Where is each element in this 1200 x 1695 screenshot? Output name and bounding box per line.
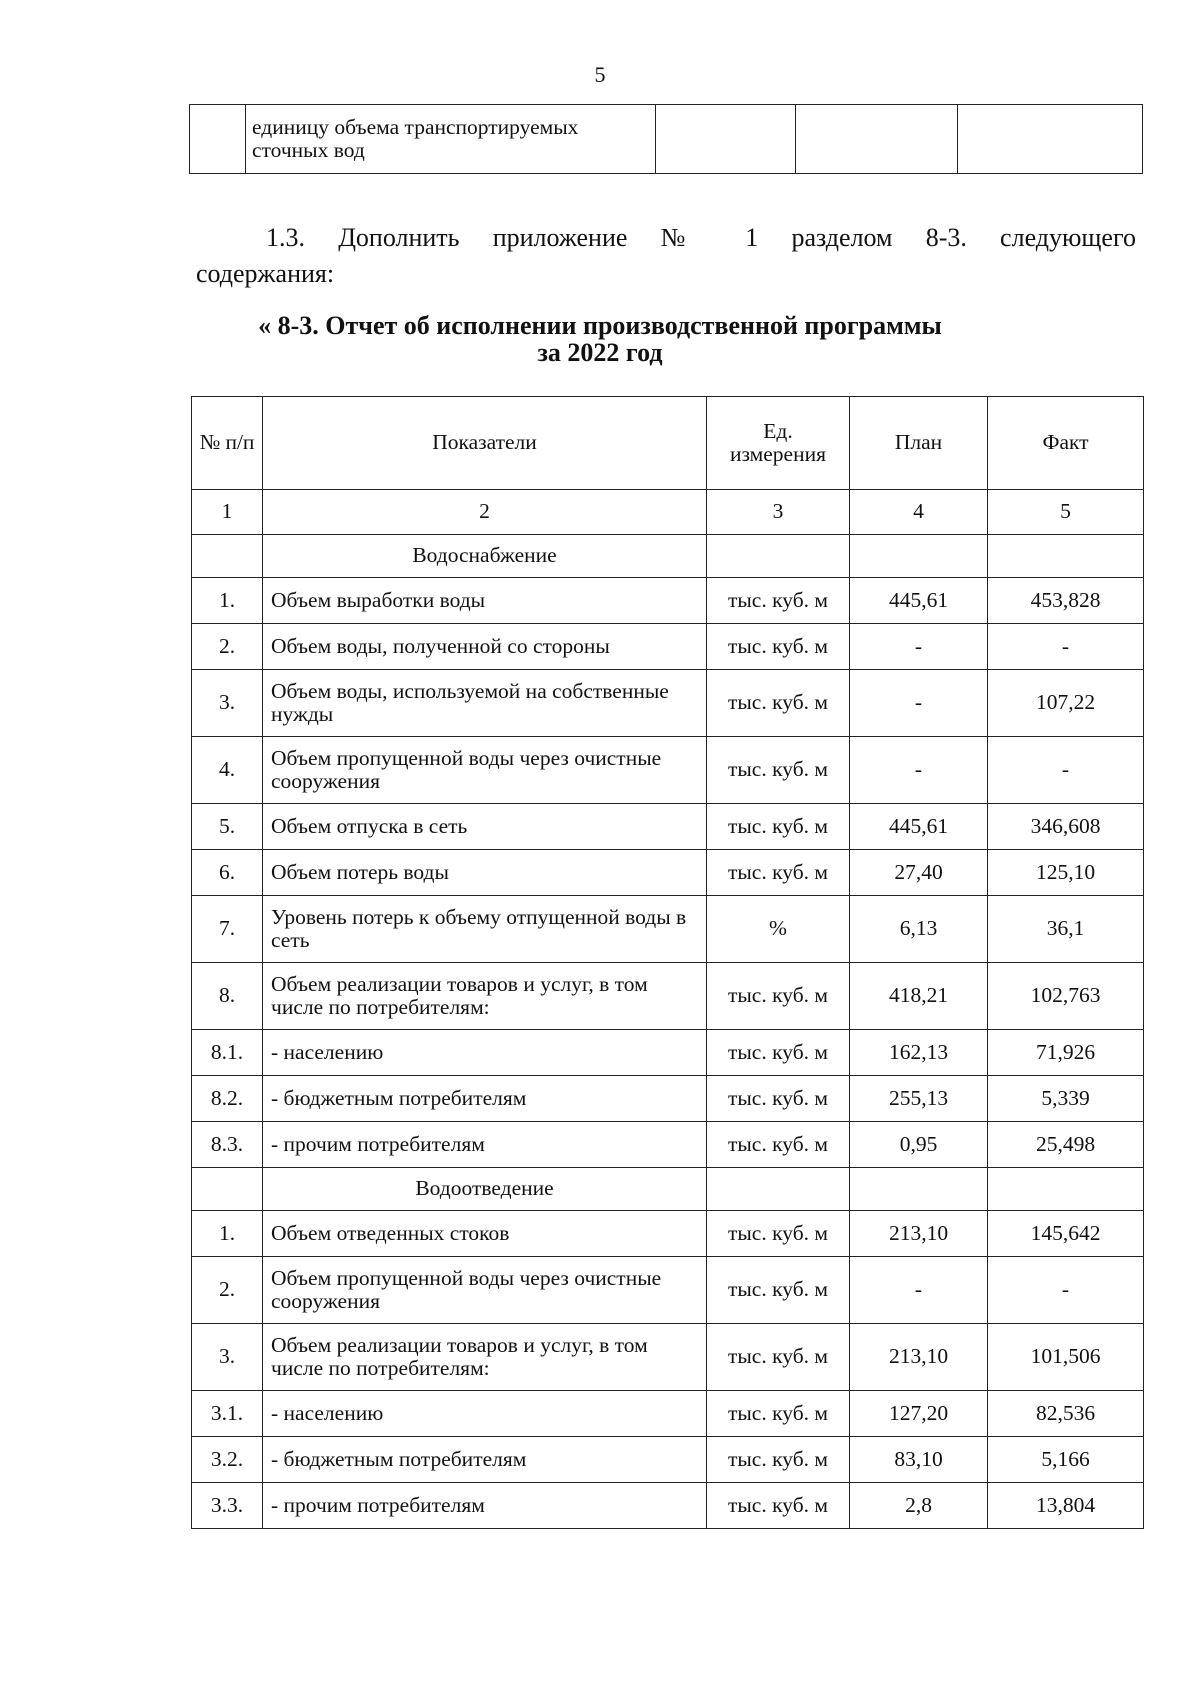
column-number-cell: 1 bbox=[192, 490, 263, 535]
row-num-cell: 1. bbox=[192, 1211, 263, 1257]
section-unit-cell bbox=[707, 535, 850, 578]
row-indicator-cell: - населению bbox=[263, 1391, 707, 1437]
row-plan-cell: 445,61 bbox=[850, 578, 988, 624]
row-num-cell: 8.2. bbox=[192, 1076, 263, 1122]
row-fact-cell: 25,498 bbox=[988, 1122, 1144, 1168]
row-fact-cell: 346,608 bbox=[988, 804, 1144, 850]
row-unit-cell: тыс. куб. м bbox=[707, 624, 850, 670]
row-indicator-cell: - прочим потребителям bbox=[263, 1122, 707, 1168]
row-plan-cell: 6,13 bbox=[850, 896, 988, 963]
row-indicator-cell: - населению bbox=[263, 1030, 707, 1076]
table-row bbox=[192, 1391, 1144, 1437]
row-plan-cell: 83,10 bbox=[850, 1437, 988, 1483]
section-header-row bbox=[192, 1168, 1144, 1211]
row-fact-cell: 145,642 bbox=[988, 1211, 1144, 1257]
table-row bbox=[192, 963, 1144, 1030]
row-indicator-cell: Объем воды, полученной со стороны bbox=[263, 624, 707, 670]
table-row bbox=[192, 850, 1144, 896]
row-plan-cell: - bbox=[850, 624, 988, 670]
row-plan-cell: 162,13 bbox=[850, 1030, 988, 1076]
row-num-cell: 5. bbox=[192, 804, 263, 850]
row-num-cell: 8. bbox=[192, 963, 263, 1030]
row-fact-cell: - bbox=[988, 624, 1144, 670]
section-num-cell bbox=[192, 535, 263, 578]
row-plan-cell: - bbox=[850, 1257, 988, 1324]
row-plan-cell: 2,8 bbox=[850, 1483, 988, 1529]
row-fact-cell: 102,763 bbox=[988, 963, 1144, 1030]
row-unit-cell: тыс. куб. м bbox=[707, 1076, 850, 1122]
row-indicator-cell: Объем пропущенной воды через очистные сооружения bbox=[263, 1257, 707, 1324]
row-indicator-cell: Объем выработки воды bbox=[263, 578, 707, 624]
row-num-cell: 6. bbox=[192, 850, 263, 896]
table-row bbox=[192, 624, 1144, 670]
row-indicator-cell: Объем воды, используемой на собственные нужды bbox=[263, 670, 707, 737]
row-num-cell: 4. bbox=[192, 737, 263, 804]
paragraph-line-1: 1.3. Дополнить приложение № 1 разделом 8-3. следующего bbox=[266, 223, 1136, 252]
section-plan-cell bbox=[850, 535, 988, 578]
cont-text-cell: единицу объема транспортируемых сточных вод bbox=[246, 105, 656, 174]
row-unit-cell: тыс. куб. м bbox=[707, 804, 850, 850]
continuation-row bbox=[190, 105, 1143, 174]
row-num-cell: 8.3. bbox=[192, 1122, 263, 1168]
column-number-row bbox=[192, 490, 1144, 535]
row-unit-cell: тыс. куб. м bbox=[707, 850, 850, 896]
row-fact-cell: 5,339 bbox=[988, 1076, 1144, 1122]
row-fact-cell: - bbox=[988, 737, 1144, 804]
row-plan-cell: 445,61 bbox=[850, 804, 988, 850]
table-row bbox=[192, 670, 1144, 737]
row-unit-cell: тыс. куб. м bbox=[707, 1391, 850, 1437]
amendment-paragraph bbox=[196, 220, 1136, 292]
row-fact-cell: 82,536 bbox=[988, 1391, 1144, 1437]
row-plan-cell: 213,10 bbox=[850, 1211, 988, 1257]
row-fact-cell: 453,828 bbox=[988, 578, 1144, 624]
table-row bbox=[192, 737, 1144, 804]
section-unit-cell bbox=[707, 1168, 850, 1211]
row-fact-cell: 36,1 bbox=[988, 896, 1144, 963]
row-fact-cell: - bbox=[988, 1257, 1144, 1324]
section-title-line-1: « 8-3. Отчет об исполнении производственной программы bbox=[258, 311, 942, 340]
row-fact-cell: 125,10 bbox=[988, 850, 1144, 896]
row-num-cell: 3.3. bbox=[192, 1483, 263, 1529]
row-plan-cell: 255,13 bbox=[850, 1076, 988, 1122]
row-indicator-cell: Объем реализации товаров и услуг, в том числе по потребителям: bbox=[263, 963, 707, 1030]
paragraph-line-2: содержания: bbox=[196, 259, 335, 288]
section-title bbox=[0, 312, 1200, 366]
row-indicator-cell: Объем отведенных стоков bbox=[263, 1211, 707, 1257]
row-num-cell: 2. bbox=[192, 1257, 263, 1324]
table-row bbox=[192, 1483, 1144, 1529]
column-number-cell: 5 bbox=[988, 490, 1144, 535]
section-title-cell: Водоотведение bbox=[263, 1168, 707, 1211]
row-num-cell: 3.2. bbox=[192, 1437, 263, 1483]
table-row bbox=[192, 1437, 1144, 1483]
table-row bbox=[192, 1324, 1144, 1391]
section-plan-cell bbox=[850, 1168, 988, 1211]
table-row bbox=[192, 1030, 1144, 1076]
row-num-cell: 2. bbox=[192, 624, 263, 670]
row-plan-cell: 213,10 bbox=[850, 1324, 988, 1391]
row-fact-cell: 107,22 bbox=[988, 670, 1144, 737]
row-unit-cell: тыс. куб. м bbox=[707, 737, 850, 804]
row-indicator-cell: Уровень потерь к объему отпущенной воды в сеть bbox=[263, 896, 707, 963]
row-indicator-cell: - бюджетным потребителям bbox=[263, 1076, 707, 1122]
row-num-cell: 3. bbox=[192, 670, 263, 737]
row-fact-cell: 101,506 bbox=[988, 1324, 1144, 1391]
header-plan: План bbox=[850, 397, 988, 490]
row-unit-cell: тыс. куб. м bbox=[707, 1437, 850, 1483]
section-title-line-2: за 2022 год bbox=[537, 338, 663, 367]
section-fact-cell bbox=[988, 1168, 1144, 1211]
header-row bbox=[192, 397, 1144, 490]
header-num: № п/п bbox=[192, 397, 263, 490]
table-row bbox=[192, 1211, 1144, 1257]
row-plan-cell: - bbox=[850, 737, 988, 804]
row-fact-cell: 5,166 bbox=[988, 1437, 1144, 1483]
row-unit-cell: тыс. куб. м bbox=[707, 963, 850, 1030]
row-unit-cell: тыс. куб. м bbox=[707, 1211, 850, 1257]
row-num-cell: 8.1. bbox=[192, 1030, 263, 1076]
row-plan-cell: 27,40 bbox=[850, 850, 988, 896]
row-unit-cell: тыс. куб. м bbox=[707, 1257, 850, 1324]
row-plan-cell: 127,20 bbox=[850, 1391, 988, 1437]
cont-num-cell bbox=[190, 105, 246, 174]
header-unit: Ед. измерения bbox=[707, 397, 850, 490]
cont-plan-cell bbox=[796, 105, 958, 174]
row-fact-cell: 71,926 bbox=[988, 1030, 1144, 1076]
row-unit-cell: % bbox=[707, 896, 850, 963]
row-unit-cell: тыс. куб. м bbox=[707, 1324, 850, 1391]
page-number: 5 bbox=[594, 62, 606, 87]
row-unit-cell: тыс. куб. м bbox=[707, 1030, 850, 1076]
column-number-cell: 4 bbox=[850, 490, 988, 535]
row-indicator-cell: - бюджетным потребителям bbox=[263, 1437, 707, 1483]
section-title-cell: Водоснабжение bbox=[263, 535, 707, 578]
report-table bbox=[191, 396, 1144, 1529]
row-unit-cell: тыс. куб. м bbox=[707, 1122, 850, 1168]
header-fact: Факт bbox=[988, 397, 1144, 490]
row-indicator-cell: - прочим потребителям bbox=[263, 1483, 707, 1529]
cont-fact-cell bbox=[958, 105, 1143, 174]
row-num-cell: 7. bbox=[192, 896, 263, 963]
table-row bbox=[192, 1076, 1144, 1122]
row-num-cell: 1. bbox=[192, 578, 263, 624]
section-fact-cell bbox=[988, 535, 1144, 578]
row-fact-cell: 13,804 bbox=[988, 1483, 1144, 1529]
table-row bbox=[192, 896, 1144, 963]
row-unit-cell: тыс. куб. м bbox=[707, 670, 850, 737]
cont-unit-cell bbox=[656, 105, 796, 174]
table-row bbox=[192, 1257, 1144, 1324]
row-indicator-cell: Объем отпуска в сеть bbox=[263, 804, 707, 850]
row-unit-cell: тыс. куб. м bbox=[707, 578, 850, 624]
continuation-table bbox=[189, 104, 1143, 174]
column-number-cell: 2 bbox=[263, 490, 707, 535]
row-indicator-cell: Объем потерь воды bbox=[263, 850, 707, 896]
row-plan-cell: - bbox=[850, 670, 988, 737]
section-num-cell bbox=[192, 1168, 263, 1211]
table-row bbox=[192, 1122, 1144, 1168]
section-header-row bbox=[192, 535, 1144, 578]
header-indicator: Показатели bbox=[263, 397, 707, 490]
table-row bbox=[192, 578, 1144, 624]
row-num-cell: 3. bbox=[192, 1324, 263, 1391]
row-unit-cell: тыс. куб. м bbox=[707, 1483, 850, 1529]
row-plan-cell: 418,21 bbox=[850, 963, 988, 1030]
row-plan-cell: 0,95 bbox=[850, 1122, 988, 1168]
column-number-cell: 3 bbox=[707, 490, 850, 535]
row-indicator-cell: Объем реализации товаров и услуг, в том числе по потребителям: bbox=[263, 1324, 707, 1391]
row-indicator-cell: Объем пропущенной воды через очистные сооружения bbox=[263, 737, 707, 804]
row-num-cell: 3.1. bbox=[192, 1391, 263, 1437]
table-row bbox=[192, 804, 1144, 850]
